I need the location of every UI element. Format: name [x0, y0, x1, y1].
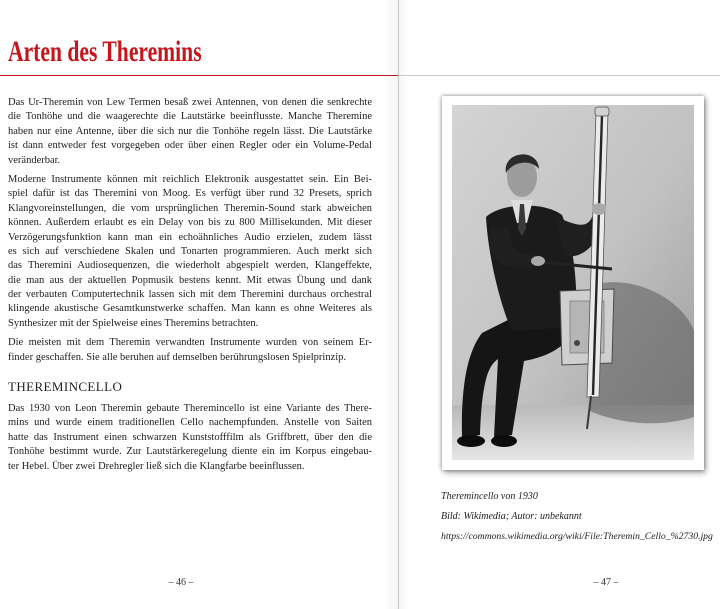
text-line: Die meisten mit dem Theremin verwandten Instrumente wurden von seinem Er- — [8, 337, 372, 349]
text-line: die man aus der aktuellen Popmusik bestens kennt. Mit etwas Übung und dank — [8, 274, 372, 286]
right-hand — [531, 256, 545, 266]
page-number-left: – 46 – — [168, 577, 194, 588]
instrument-scroll — [595, 107, 609, 116]
text-line: ter Hebel. Über zwei Drehregler ließ sich die Klangfarbe beeinflussen. — [8, 460, 305, 472]
left-shoe — [457, 435, 485, 447]
caption-credit: Bild: Wikimedia; Autor: unbekannt — [441, 511, 582, 522]
text-line: Klangvoreinstellungen, die vom ursprünglichen Theremin-Sound stark abweichen — [8, 202, 372, 214]
theremincello-photo — [452, 105, 694, 460]
right-page — [399, 0, 720, 609]
gutter-shadow-right — [399, 0, 409, 609]
text-line: Verzögerungsfunktion kann man ein echoähnliches Audio erzielen, zudem lässt — [8, 231, 372, 243]
text-line: veränderbar. — [8, 154, 61, 166]
photo-frame — [442, 96, 704, 470]
text-line: ist dann entweder fest vorgegeben oder über einen Regler oder ein Volume-Pedal — [8, 140, 372, 152]
text-line: finder geschaffen. Sie alle beruhen auf demselben berührungslosen Spielprinzip. — [8, 351, 347, 363]
caption-title: Theremincello von 1930 — [441, 491, 538, 502]
text-line: das Theremini Audiosequenzen, die wiederholt abgespielt werden, Klangeffekte, — [8, 260, 372, 272]
text-line: Moderne Instrumente können mit reichlich Elektronik ausgestattet sein. Ein Bei- — [8, 173, 372, 185]
section-heading: THEREMINCELLO — [8, 379, 123, 395]
text-line: können. Außerdem erlaubt es ein Delay von bis zu 800 Millisekunden. Mit dieser — [8, 217, 372, 229]
body-text — [8, 96, 372, 474]
paragraph-modern-instruments — [8, 173, 372, 331]
paragraph-theremincello — [8, 402, 372, 474]
left-hand — [592, 203, 606, 215]
gutter-shadow — [384, 0, 398, 609]
text-line: der verbauten Computertechnik lassen sich mit dem Theremini durchaus orchestral — [8, 289, 372, 301]
paragraph-related-instruments — [8, 336, 372, 365]
text-line: klingende akustische Gesamtkunstwerke schaffen. Man kann es ohne Weiteres als — [8, 303, 372, 315]
text-line: hatte das Instrument einen schwarzen Kunststofffilm als Griffbrett, über den die — [8, 431, 372, 443]
text-line: es sich auf verschiedene Skalen und Tonarten programmieren. Auch merkt sich — [8, 245, 372, 257]
control-knob — [574, 340, 580, 346]
right-shoe — [491, 435, 517, 447]
heading-rule — [0, 75, 398, 76]
text-line: spiel dafür ist das Theremini von Moog. Es verfügt über rund 32 Presets, sprich — [8, 188, 372, 200]
text-line: Das 1930 von Leon Theremin gebaute Theremincello ist eine Variante des There- — [8, 403, 372, 415]
text-line: Synthesizer mit der Spielweise eines Theremins betrachten. — [8, 317, 259, 329]
page-number-right: – 47 – — [593, 577, 619, 588]
text-line: die Tonhöhe und die waagerechte die Lautstärke beeinflusste. Manche Theremine — [8, 111, 372, 123]
text-line: Tonhöhe bestimmt wurde. Zur Lautstärkeregelung diente ein im Korpus eingebau- — [8, 446, 372, 458]
paragraph-original-theremin — [8, 96, 372, 168]
text-line: mins und wurde einem traditionellen Cello nachempfunden. Anstelle von Saiten — [8, 417, 372, 429]
chapter-heading: Arten des Theremins — [8, 35, 202, 68]
caption-source-url: https://commons.wikimedia.org/wiki/File:Theremin_Cello_%2730.jpg — [441, 531, 713, 542]
text-line: haben nur eine Antenne, über die sich nur die Tonhöhe regeln lässt. Die Lautstärke — [8, 125, 372, 137]
text-line: Das Ur-Theremin von Lew Termen besaß zwei Antennen, von denen die senkrechte — [8, 97, 372, 108]
top-rule — [399, 75, 720, 76]
